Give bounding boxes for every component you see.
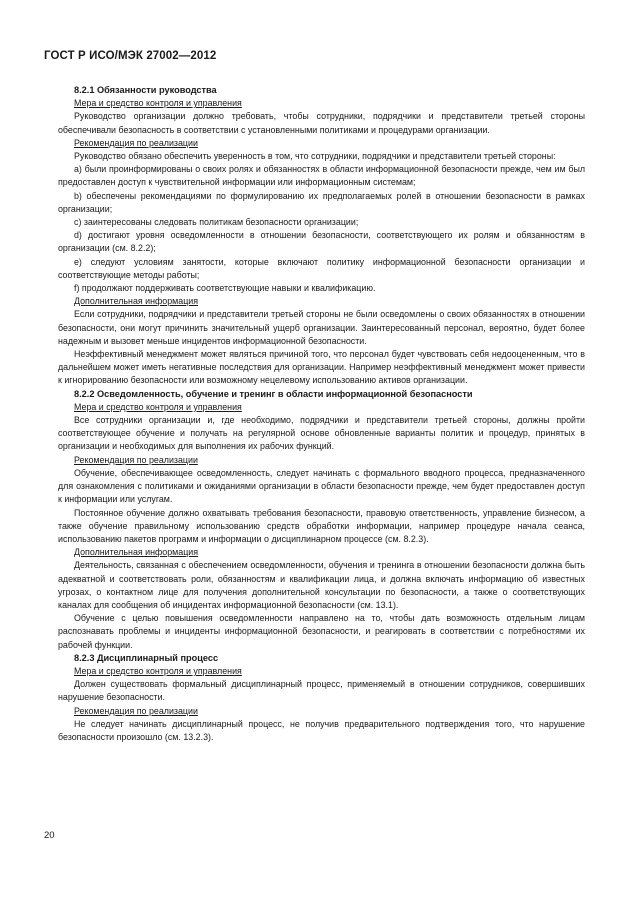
section-heading: 8.2.2 Осведомленность, обучение и тренинг в области информационной безопасности bbox=[74, 388, 473, 399]
page-body bbox=[58, 84, 585, 744]
running-header: ГОСТ Р ИСО/МЭК 27002—2012 bbox=[44, 50, 217, 62]
subheading-underlined: Мера и средство контроля и управления bbox=[74, 401, 242, 412]
section-heading: 8.2.1 Обязанности руководства bbox=[74, 85, 217, 95]
paragraph: Неэффективный менеджмент может являться причиной того, что персонал будет чувствовать себя недооцененным, что в дальнейшем может иметь негативные последствия для организации. Например неэффективный менеджмент может привести к игнорированию безопасности или возможному нецелевому использованию активов организации. bbox=[58, 349, 585, 386]
paragraph: b) обеспечены рекомендациями по формулированию их предполагаемых ролей в отношении безопасности в рамках организации; bbox=[58, 190, 585, 214]
subheading-underlined: Рекомендация по реализации bbox=[74, 454, 198, 465]
subheading-underlined: Дополнительная информация bbox=[74, 547, 199, 558]
paragraph: e) следуют условиям занятости, которые включают политику информационной безопасности организации и соответствующие методы работы; bbox=[58, 256, 585, 280]
subheading-underlined: Дополнительная информация bbox=[74, 296, 199, 307]
subheading-underlined: Мера и средство контроля и управления bbox=[74, 98, 242, 109]
subheading-underlined: Мера и средство контроля и управления bbox=[74, 665, 242, 676]
paragraph: Не следует начинать дисциплинарный процесс, не получив предварительного подтверждения того, что нарушение безопасности произошло (см. 13.2.3). bbox=[58, 718, 585, 742]
paragraph: Если сотрудники, подрядчики и представители третьей стороны не были осведомлены о своих обязанностях в отношении безопасности, они могут причинить значительный ущерб организации. Заинтересованный персонал, вероятно, будет более надежным и вызовет меньше инцидентов информационной безопасности. bbox=[58, 309, 585, 346]
paragraph: Руководство обязано обеспечить уверенность в том, что сотрудники, подрядчики и представители третьей стороны: bbox=[74, 151, 556, 162]
subheading-underlined: Рекомендация по реализации bbox=[74, 705, 198, 716]
paragraph: Должен существовать формальный дисциплинарный процесс, применяемый в отношении сотрудников, совершивших нарушение безопасности. bbox=[58, 679, 585, 703]
page-number: 20 bbox=[44, 830, 55, 841]
paragraph: Деятельность, связанная с обеспечением осведомленности, обучения и тренинга в отношении безопасности должна быть адекватной и соответствовать роли, обязанностям и квалификации лица, и должна включать информацию об известных угрозах, о контактном лице для получения дополнительной консультации по безопасности, а также о соответствующих каналах для сообщения об инцидентах информационной безопасности (см. 13.1). bbox=[58, 560, 585, 610]
section-heading: 8.2.3 Дисциплинарный процесс bbox=[74, 652, 219, 663]
paragraph: Все сотрудники организации и, где необходимо, подрядчики и представители третьей стороны, должны пройти соответствующее обучение и получать на регулярной основе обновленные варианты политик и процедур, принятых в организации и необходимых для выполнения их рабочих функций. bbox=[58, 415, 585, 452]
subheading-underlined: Рекомендация по реализации bbox=[74, 137, 198, 148]
paragraph: Обучение, обеспечивающее осведомленность, следует начинать с формального вводного процесса, предназначенного для ознакомления с политиками и ожиданиями организации в области безопасности прежде, чем будет предоставлен доступ к информации или услугам. bbox=[58, 467, 585, 505]
paragraph: f) продолжают поддерживать соответствующие навыки и квалификацию. bbox=[74, 283, 376, 294]
paragraph: d) достигают уровня осведомленности в отношении безопасности, соответствующего их ролям и обязанностям в организации (см. 8.2.2); bbox=[58, 230, 585, 254]
paragraph: Постоянное обучение должно охватывать требования безопасности, правовую ответственность, управление бизнесом, а также обучение правильному использованию средств обработки информации, например процедуре начала сеанса, использованию пакетов программ и информации о дисциплинарном процессе (см. 8.2.3). bbox=[58, 507, 585, 544]
paragraph: Обучение с целью повышения осведомленности направлено на то, чтобы дать возможность отдельным лицам распознавать проблемы и инциденты информационной безопасности, и реагировать в соответствии с потребностями их рабочей функции. bbox=[58, 613, 585, 650]
paragraph: Руководство организации должно требовать, чтобы сотрудники, подрядчики и представители третьей стороны обеспечивали безопасность в соответствии с установленными политиками и процедурами организации. bbox=[58, 111, 585, 135]
paragraph: a) были проинформированы о своих ролях и обязанностях в области информационной безопасности прежде, чем им был предоставлен доступ к чувствительной информации или информационным системам; bbox=[58, 164, 585, 188]
paragraph: c) заинтересованы следовать политикам безопасности организации; bbox=[74, 217, 359, 228]
